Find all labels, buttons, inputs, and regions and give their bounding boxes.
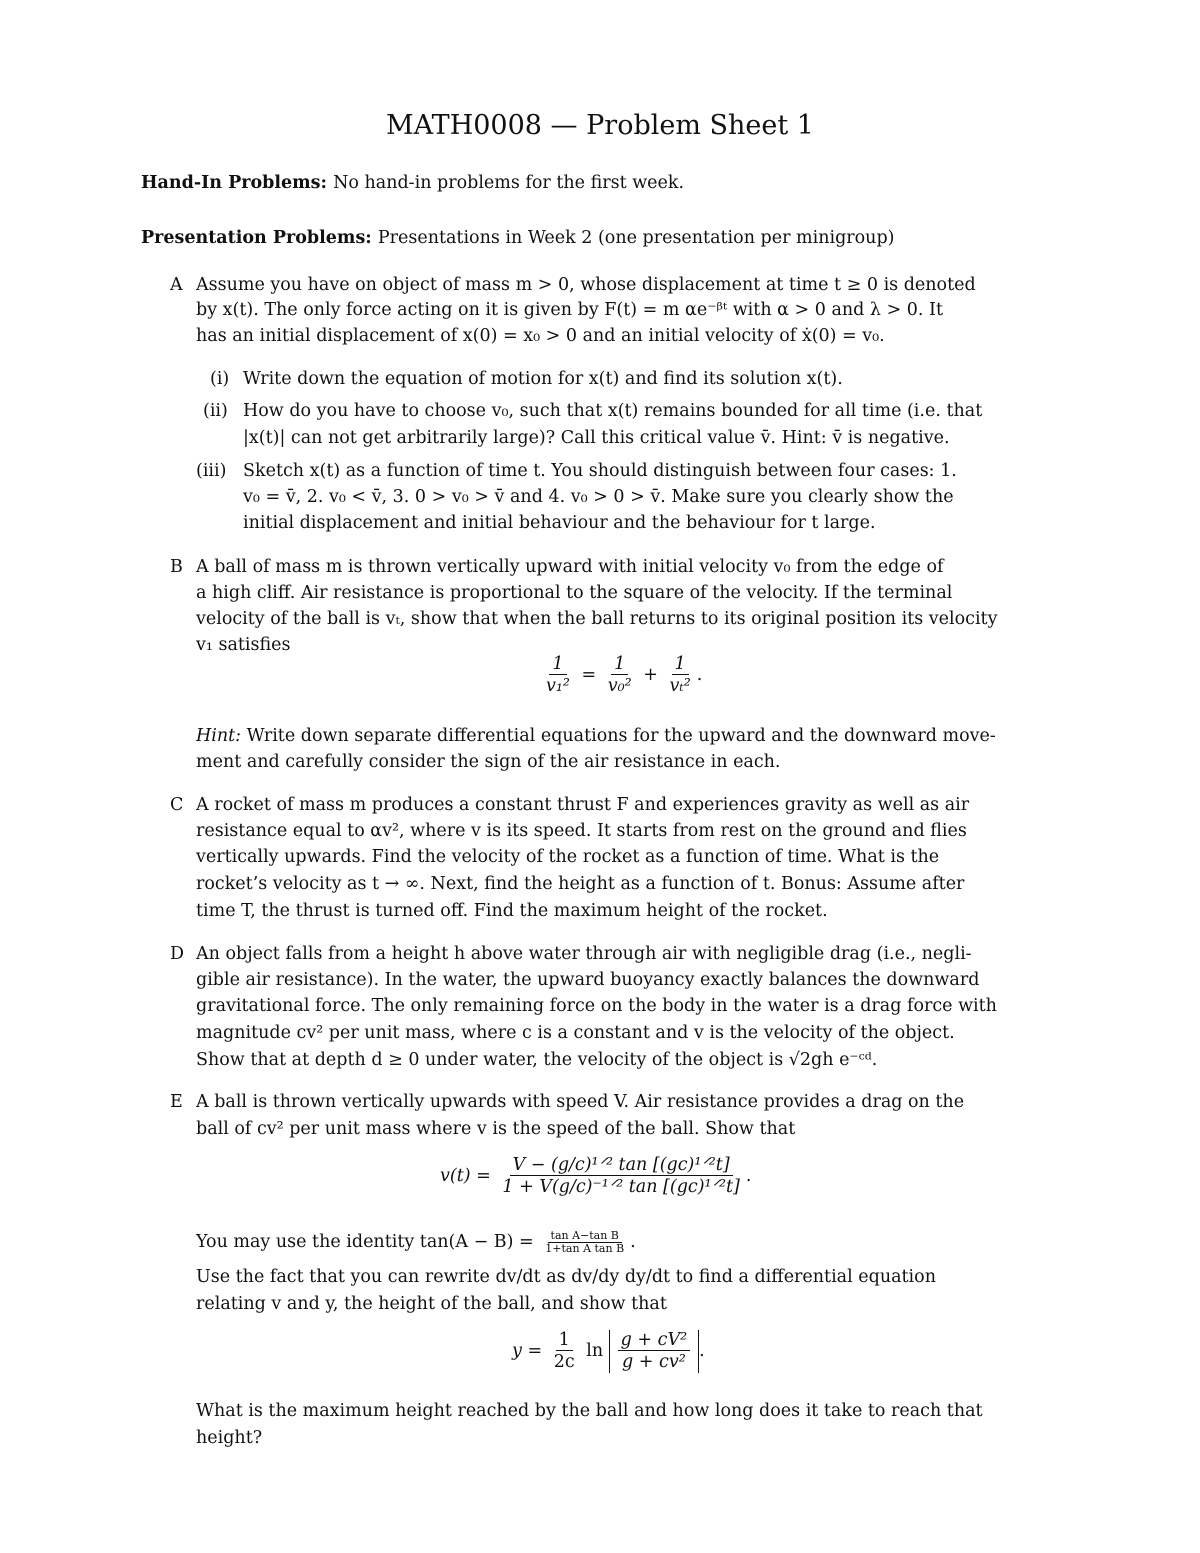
problem-e-line: relating v and y, the height of the ball, and show that xyxy=(196,1294,667,1314)
problem-d-line: gravitational force. The only remaining force on the body in the water is a drag force with xyxy=(196,996,997,1016)
numerator: 1 xyxy=(556,1330,573,1351)
denominator: vₜ² xyxy=(669,676,691,696)
problem-a-line: by x(t). The only force acting on it is given by F(t) = m αe⁻ᵝᵗ with α > 0 and λ > 0. It xyxy=(196,300,944,320)
equation-lhs: v(t) = xyxy=(440,1166,491,1186)
problem-b-line: v₁ satisfies xyxy=(196,635,291,655)
problem-b-line: a high cliff. Air resistance is proportional to the square of the velocity. If the terminal xyxy=(196,583,953,603)
fraction xyxy=(499,1155,742,1198)
numerator: 1 xyxy=(549,654,566,675)
presentation-label: Presentation Problems: xyxy=(141,228,372,248)
problem-e-line: What is the maximum height reached by the ball and how long does it take to reach that xyxy=(196,1401,983,1421)
problem-b-line: velocity of the ball is vₜ, show that when the ball returns to its original position its velocity xyxy=(196,609,998,629)
denominator: v₀² xyxy=(607,676,632,696)
numerator: 1 xyxy=(672,654,689,675)
handin-label: Hand-In Problems: xyxy=(141,173,327,193)
problem-a-item-number: (i) xyxy=(210,369,230,389)
numerator: V − (g/c)¹ᐟ² tan [(gc)¹ᐟ²t] xyxy=(510,1155,733,1176)
problem-b-hint xyxy=(196,725,996,747)
problem-e-height-equation: y = $\frac{1}{2c}$ ln $\frac{\text{g + cV²}}{\text{g + cv²}}$ . xyxy=(512,1330,705,1372)
problem-a-line: has an initial displacement of x(0) = x₀ > 0 and an initial velocity of ẋ(0) = v₀. xyxy=(196,326,885,346)
problem-e-line: A ball is thrown vertically upwards with speed V. Air resistance provides a drag on the xyxy=(196,1092,965,1112)
hint-label: Hint: xyxy=(196,726,242,746)
problem-b-hint-line: ment and carefully consider the sign of the air resistance in each. xyxy=(196,752,781,772)
problem-e-velocity-equation: v(t) = $\frac{\text{V − (g/c)¹ᐟ² tan [(gc)¹ᐟ²t]}}{\text{1 + V(g/c)⁻¹ᐟ² tan [(gc)¹ᐟ²t]}}$ . xyxy=(440,1155,752,1197)
fraction xyxy=(551,1330,578,1373)
denominator: v₁² xyxy=(546,676,570,696)
problem-a-item-number: (ii) xyxy=(203,401,228,421)
ln-symbol: ln xyxy=(586,1341,604,1361)
numerator: tan A−tan B xyxy=(548,1230,622,1243)
problem-e-line: height? xyxy=(196,1428,263,1448)
problem-a-item-number: (iii) xyxy=(196,461,227,481)
problem-a-item-line: Write down the equation of motion for x(t) and find its solution x(t). xyxy=(243,369,843,389)
denominator: 2c xyxy=(553,1352,575,1372)
problem-e-label: E xyxy=(170,1092,183,1112)
denominator: 1 + V(g/c)⁻¹ᐟ² tan [(gc)¹ᐟ²t] xyxy=(502,1177,740,1197)
fraction xyxy=(667,654,694,697)
presentation-heading xyxy=(141,228,894,248)
presentation-text: Presentations in Week 2 (one presentation per minigroup) xyxy=(377,228,895,248)
problem-d-line: gible air resistance). In the water, the upward buoyancy exactly balances the downward xyxy=(196,970,980,990)
problem-b-line: A ball of mass m is thrown vertically upward with initial velocity v₀ from the edge of xyxy=(196,557,944,577)
identity-text: You may use the identity tan(A − B) = xyxy=(196,1232,534,1252)
problem-d-label: D xyxy=(170,944,185,964)
handin-text: No hand-in problems for the first week. xyxy=(333,173,685,193)
problem-a-label: A xyxy=(170,275,183,295)
problem-a-item-line: Sketch x(t) as a function of time t. You should distinguish between four cases: 1. xyxy=(243,461,957,481)
hint-line: Write down separate differential equations for the upward and the downward move- xyxy=(246,726,996,746)
handin-heading xyxy=(141,173,684,193)
problem-d-line: magnitude cv² per unit mass, where c is a constant and v is the velocity of the object. xyxy=(196,1023,955,1043)
fraction xyxy=(543,654,573,697)
numerator: g + cV² xyxy=(618,1330,690,1351)
problem-e-identity: You may use the identity tan(A − B) = $\frac{\text{tan A−tan B}}{\text{1+tan A tan B}}$ . xyxy=(196,1229,636,1255)
problem-c-line: A rocket of mass m produces a constant thrust F and experiences gravity as well as air xyxy=(196,795,970,815)
denominator: g + cv² xyxy=(622,1352,686,1372)
problem-a-item-line: initial displacement and initial behaviour and the behaviour for t large. xyxy=(243,513,876,533)
bracket xyxy=(609,1330,699,1373)
problem-a-item-line: v₀ = v̄, 2. v₀ < v̄, 3. 0 > v₀ > v̄ and 4. v₀ > 0 > v̄. Make sure you clearly show the xyxy=(243,487,954,507)
problem-c-line: resistance equal to αv², where v is its speed. It starts from rest on the ground and flies xyxy=(196,821,967,841)
problem-c-label: C xyxy=(170,795,184,815)
problem-a-item-line: |x(t)| can not get arbitrarily large)? Call this critical value v̄. Hint: v̄ is negative. xyxy=(243,428,950,448)
problem-c-line: vertically upwards. Find the velocity of the rocket as a function of time. What is the xyxy=(196,847,940,867)
problem-c-line: rocket’s velocity as t → ∞. Next, find the height as a function of t. Bonus: Assume after xyxy=(196,874,965,894)
problem-d-line: An object falls from a height h above water through air with negligible drag (i.e., negli- xyxy=(196,944,972,964)
page-title: MATH0008 — Problem Sheet 1 xyxy=(386,110,814,141)
problem-a-item-line: How do you have to choose v₀, such that x(t) remains bounded for all time (i.e. that xyxy=(243,401,983,421)
problem-b-label: B xyxy=(170,557,183,577)
denominator: 1+tan A tan B xyxy=(545,1242,625,1255)
problem-e-line: Use the fact that you can rewrite dv/dt as dv/dy dy/dt to find a differential equation xyxy=(196,1267,936,1287)
problem-b-equation: $\frac{1}{\text{v₁²}}$ = $\frac{1}{\text{v₀²}}$ + $\frac{1}{\text{vₜ²}}$ . xyxy=(540,654,702,697)
fraction xyxy=(605,654,635,697)
identity-fraction xyxy=(542,1230,627,1255)
problem-a-line: Assume you have on object of mass m > 0, whose displacement at time t ≥ 0 is denoted xyxy=(196,275,976,295)
equation-lhs: y = xyxy=(512,1341,543,1361)
fraction xyxy=(618,1330,690,1373)
problem-c-line: time T, the thrust is turned off. Find the maximum height of the rocket. xyxy=(196,901,828,921)
problem-d-line: Show that at depth d ≥ 0 under water, the velocity of the object is √2gh e⁻ᶜᵈ. xyxy=(196,1050,878,1070)
numerator: 1 xyxy=(611,654,628,675)
problem-e-line: ball of cv² per unit mass where v is the speed of the ball. Show that xyxy=(196,1119,796,1139)
